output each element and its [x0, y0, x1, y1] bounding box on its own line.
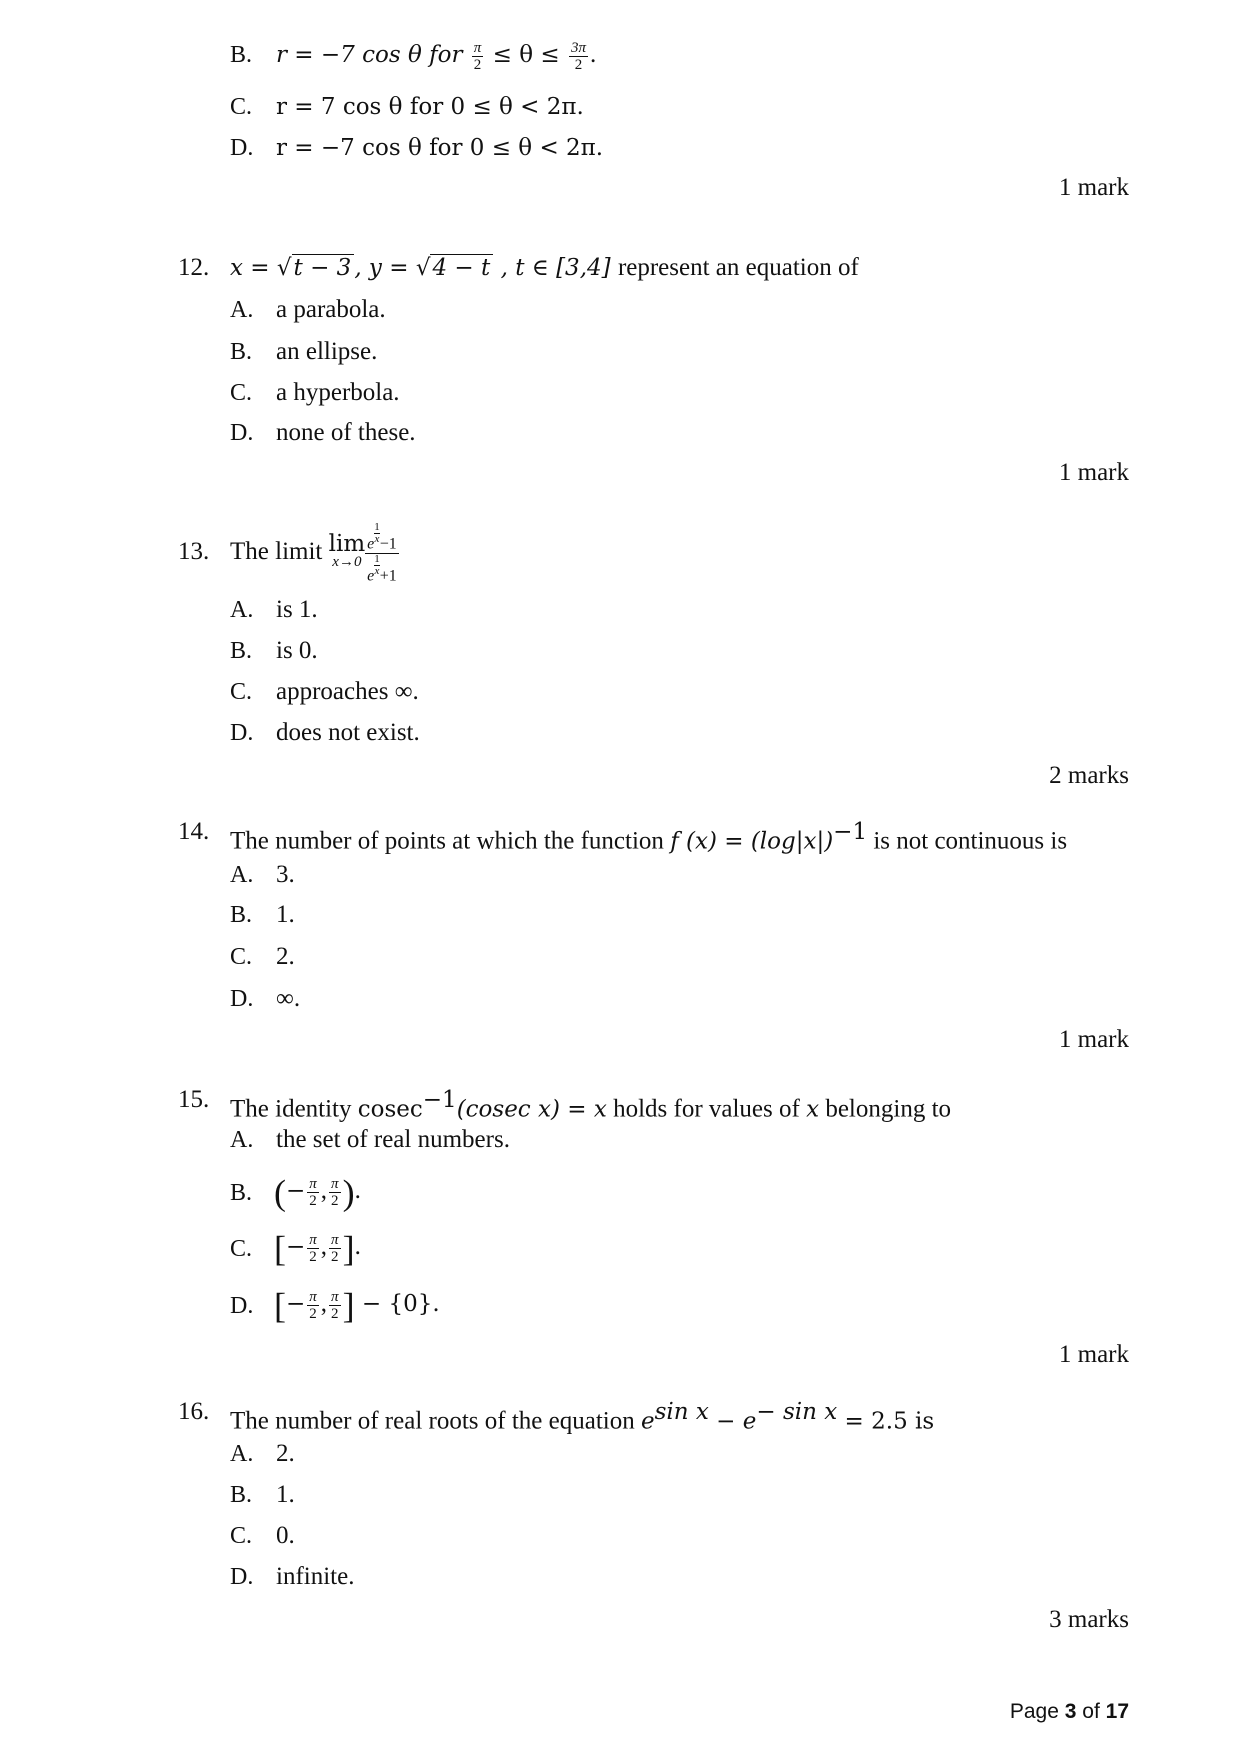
option-text: 2. [276, 943, 295, 970]
question-stem: The limit lim x→0 e $^{\frac{1}{x}}$−1 e $^{\frac{1}{x}}$+1 [230, 521, 397, 585]
option-label: D. [230, 135, 254, 161]
question-number: 15. [178, 1086, 210, 1113]
option-interval: (− $\frac{\pi}{2}$ , $\frac{\pi}{2}$ ). [274, 1172, 361, 1213]
fraction: $\frac{\pi}{2}$ [473, 40, 482, 73]
marks-q15: 1 mark [1058, 1341, 1129, 1368]
option-text: r = 7 cos θ for 0 ≤ θ < 2π. [276, 94, 584, 120]
limit-fraction: e $^{\frac{1}{x}}$−1 e $^{\frac{1}{x}}$+1 [367, 521, 397, 585]
option-label: B. [230, 339, 253, 365]
marks-q16: 3 marks [1049, 1606, 1129, 1633]
page-number: Page 3 of 17 [1009, 1700, 1129, 1723]
option-label: B. [230, 42, 253, 68]
option-label: C. [230, 1236, 253, 1262]
option-text: approaches ∞. [276, 678, 419, 705]
option-label: B. [230, 1180, 253, 1206]
option-label: A. [230, 597, 254, 623]
option-text: an ellipse. [276, 338, 378, 365]
option-text: 3. [276, 861, 295, 888]
question-stem: The number of points at which the function f $(x) = (\log|x|)^{-1}$ is not continuous is [230, 819, 1068, 855]
question-stem: The number of real roots of the equation $e^{sin x} - e^{- sin x} = 2.5$ is [230, 1399, 935, 1435]
question-stem: The identity cosec$^{-1}$(cosec x) = x holds for values of x belonging to [230, 1087, 952, 1123]
option-label: D. [230, 986, 254, 1012]
option-label: A. [230, 1441, 254, 1467]
option-label: B. [230, 1482, 253, 1508]
option-label: A. [230, 862, 254, 888]
option-label: D. [230, 1564, 254, 1590]
option-text: is 0. [276, 637, 318, 664]
marks-q14: 1 mark [1058, 1026, 1129, 1053]
option-text: the set of real numbers. [276, 1126, 510, 1153]
option-text: r = −7 cos θ for 0 ≤ θ < 2π. [276, 135, 604, 161]
option-label: B. [230, 902, 253, 928]
option-label: B. [230, 638, 253, 664]
question-number: 16. [178, 1398, 210, 1425]
option-interval: [− $\frac{\pi}{2}$ , $\frac{\pi}{2}$ ] − {0}. [274, 1285, 440, 1326]
marks-q11: 1 mark [1058, 174, 1129, 201]
option-label: C. [230, 944, 253, 970]
option-label: A. [230, 1127, 254, 1153]
option-text: 1. [276, 901, 295, 928]
option-text: does not exist. [276, 719, 420, 746]
option-text: a parabola. [276, 296, 386, 323]
marks-q13: 2 marks [1049, 762, 1129, 789]
option-label: D. [230, 1293, 254, 1319]
option-label: C. [230, 94, 253, 120]
fraction: $\frac{3\pi}{2}$ [570, 40, 586, 73]
option-label: C. [230, 380, 253, 406]
question-number: 14. [178, 818, 210, 845]
option-text: ∞. [276, 985, 301, 1012]
option-label: A. [230, 297, 254, 323]
option-text: infinite. [276, 1563, 355, 1590]
option-label: C. [230, 679, 253, 705]
option-text: 1. [276, 1481, 295, 1508]
option-text: none of these. [276, 419, 416, 446]
option-label: D. [230, 420, 254, 446]
limit-operator: lim x→0 [328, 531, 366, 571]
option-label: D. [230, 720, 254, 746]
option-text: a hyperbola. [276, 379, 400, 406]
question-number: 13. [178, 538, 210, 565]
question-stem: x = √t − 3 , y = √4 − t , t ∈ [3,4] represent an equation of [230, 254, 859, 281]
option-label: C. [230, 1523, 253, 1549]
question-number: 12. [178, 254, 210, 281]
marks-q12: 1 mark [1058, 459, 1129, 486]
option-text: 0. [276, 1522, 295, 1549]
option-interval: [− $\frac{\pi}{2}$ , $\frac{\pi}{2}$ ]. [274, 1228, 361, 1269]
option-text: r = −7 cos θ for $\frac{\pi}{2}$ ≤ θ ≤ $\frac{3\pi}{2}$ . [276, 40, 597, 73]
option-text: 2. [276, 1440, 295, 1467]
option-text: is 1. [276, 596, 318, 623]
